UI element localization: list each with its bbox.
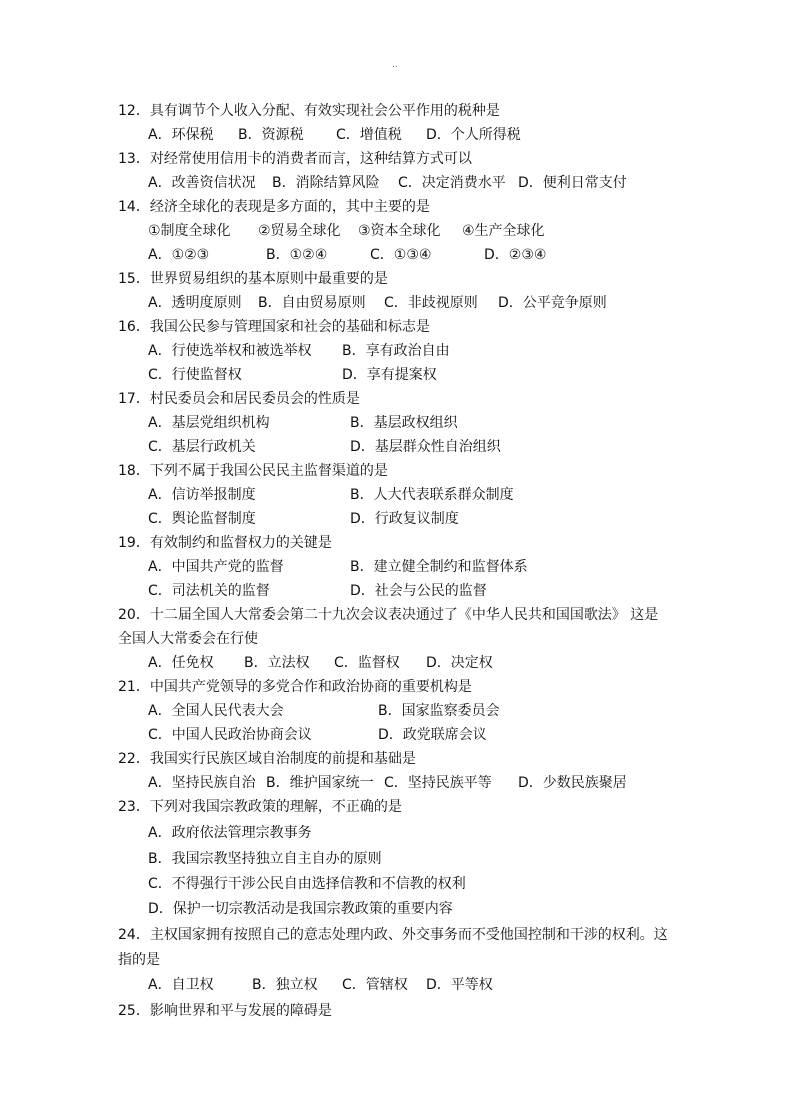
q20-option-b: B．立法权 — [244, 655, 310, 671]
q14-item-4: ④生产全球化 — [462, 223, 545, 239]
question-22-stem: 22．我国实行民族区域自治制度的前提和基础是 — [118, 751, 416, 767]
question-23-stem: 23．下列对我国宗教政策的理解，不正确的是 — [118, 799, 402, 815]
question-13-stem: 13．对经常使用信用卡的消费者而言，这种结算方式可以 — [118, 151, 472, 167]
q20-option-a: A．任免权 — [148, 655, 214, 671]
q22-option-d: D．少数民族聚居 — [518, 775, 627, 791]
q18-option-c: C．舆论监督制度 — [148, 511, 256, 527]
q20-option-d: D．决定权 — [426, 655, 493, 671]
q19-option-c: C．司法机关的监督 — [148, 583, 270, 599]
q24-option-d: D．平等权 — [426, 977, 493, 993]
q24-option-a: A．自卫权 — [148, 977, 214, 993]
question-12-stem: 12．具有调节个人收入分配、有效实现社会公平作用的税种是 — [118, 103, 500, 119]
page-header-mark: .. — [392, 60, 398, 70]
q12-option-d: D．个人所得税 — [426, 127, 521, 143]
q21-option-a: A．全国人民代表大会 — [148, 703, 284, 719]
q15-option-d: D．公平竞争原则 — [498, 295, 607, 311]
q13-option-d: D．便利日常支付 — [518, 175, 627, 191]
q21-option-d: D．政党联席会议 — [378, 727, 487, 743]
q17-option-d: D．基层群众性自治组织 — [350, 439, 501, 455]
question-15-stem: 15．世界贸易组织的基本原则中最重要的是 — [118, 271, 388, 287]
question-24-stem-line1: 24．主权国家拥有按照自己的意志处理内政、外交事务而不受他国控制和干涉的权利。这 — [118, 927, 668, 943]
q15-option-b: B．自由贸易原则 — [258, 295, 366, 311]
question-25-stem: 25．影响世界和平与发展的障碍是 — [118, 1003, 332, 1019]
q15-option-a: A．透明度原则 — [148, 295, 242, 311]
q12-option-a: A．环保税 — [148, 127, 214, 143]
q23-option-c: C．不得强行干涉公民自由选择信教和不信教的权利 — [148, 876, 466, 892]
question-18-stem: 18．下列不属于我国公民民主监督渠道的是 — [118, 463, 388, 479]
q13-option-b: B．消除结算风险 — [272, 175, 380, 191]
q14-option-c: C．①③④ — [370, 247, 432, 263]
q17-option-a: A．基层党组织机构 — [148, 415, 270, 431]
q21-option-b: B．国家监察委员会 — [378, 703, 500, 719]
q23-option-a: A．政府依法管理宗教事务 — [148, 825, 312, 841]
q16-option-b: B．享有政治自由 — [342, 343, 450, 359]
question-19-stem: 19．有效制约和监督权力的关键是 — [118, 535, 332, 551]
question-16-stem: 16．我国公民参与管理国家和社会的基础和标志是 — [118, 319, 430, 335]
q22-option-b: B．维护国家统一 — [266, 775, 374, 791]
q22-option-a: A．坚持民族自治 — [148, 775, 256, 791]
question-24-stem-line2: 指的是 — [118, 952, 160, 968]
q20-option-c: C．监督权 — [334, 655, 400, 671]
question-17-stem: 17．村民委员会和居民委员会的性质是 — [118, 391, 360, 407]
q22-option-c: C．坚持民族平等 — [384, 775, 492, 791]
q16-option-d: D．享有提案权 — [342, 367, 437, 383]
q21-option-c: C．中国人民政治协商会议 — [148, 727, 312, 743]
q14-option-a: A．①②③ — [148, 247, 210, 263]
q13-option-c: C．决定消费水平 — [398, 175, 506, 191]
q24-option-c: C．管辖权 — [342, 977, 408, 993]
q23-option-b: B．我国宗教坚持独立自主自办的原则 — [148, 851, 382, 867]
q17-option-b: B．基层政权组织 — [350, 415, 458, 431]
q16-option-a: A．行使选举权和被选举权 — [148, 343, 312, 359]
q18-option-b: B．人大代表联系群众制度 — [350, 487, 514, 503]
q14-item-3: ③资本全球化 — [358, 223, 441, 239]
q16-option-c: C．行使监督权 — [148, 367, 242, 383]
q14-option-b: B．①②④ — [266, 247, 328, 263]
q18-option-d: D．行政复议制度 — [350, 511, 459, 527]
q24-option-b: B．独立权 — [252, 977, 318, 993]
q13-option-a: A．改善资信状况 — [148, 175, 256, 191]
q15-option-c: C．非歧视原则 — [384, 295, 478, 311]
q19-option-b: B．建立健全制约和监督体系 — [350, 559, 528, 575]
q19-option-d: D．社会与公民的监督 — [350, 583, 487, 599]
q17-option-c: C．基层行政机关 — [148, 439, 256, 455]
q14-item-1: ①制度全球化 — [148, 223, 231, 239]
q23-option-d: D．保护一切宗教活动是我国宗教政策的重要内容 — [148, 901, 453, 917]
question-20-stem-line1: 20．十二届全国人大常委会第二十九次会议表决通过了《中华人民共和国国歌法》 这是 — [118, 607, 659, 623]
q19-option-a: A．中国共产党的监督 — [148, 559, 284, 575]
q12-option-c: C．增值税 — [336, 127, 402, 143]
question-20-stem-line2: 全国人大常委会在行使 — [118, 631, 258, 647]
question-21-stem: 21．中国共产党领导的多党合作和政治协商的重要机构是 — [118, 679, 472, 695]
q12-option-b: B．资源税 — [238, 127, 304, 143]
q14-item-2: ②贸易全球化 — [258, 223, 341, 239]
question-14-stem: 14．经济全球化的表现是多方面的，其中主要的是 — [118, 199, 430, 215]
q18-option-a: A．信访举报制度 — [148, 487, 256, 503]
q14-option-d: D．②③④ — [484, 247, 547, 263]
